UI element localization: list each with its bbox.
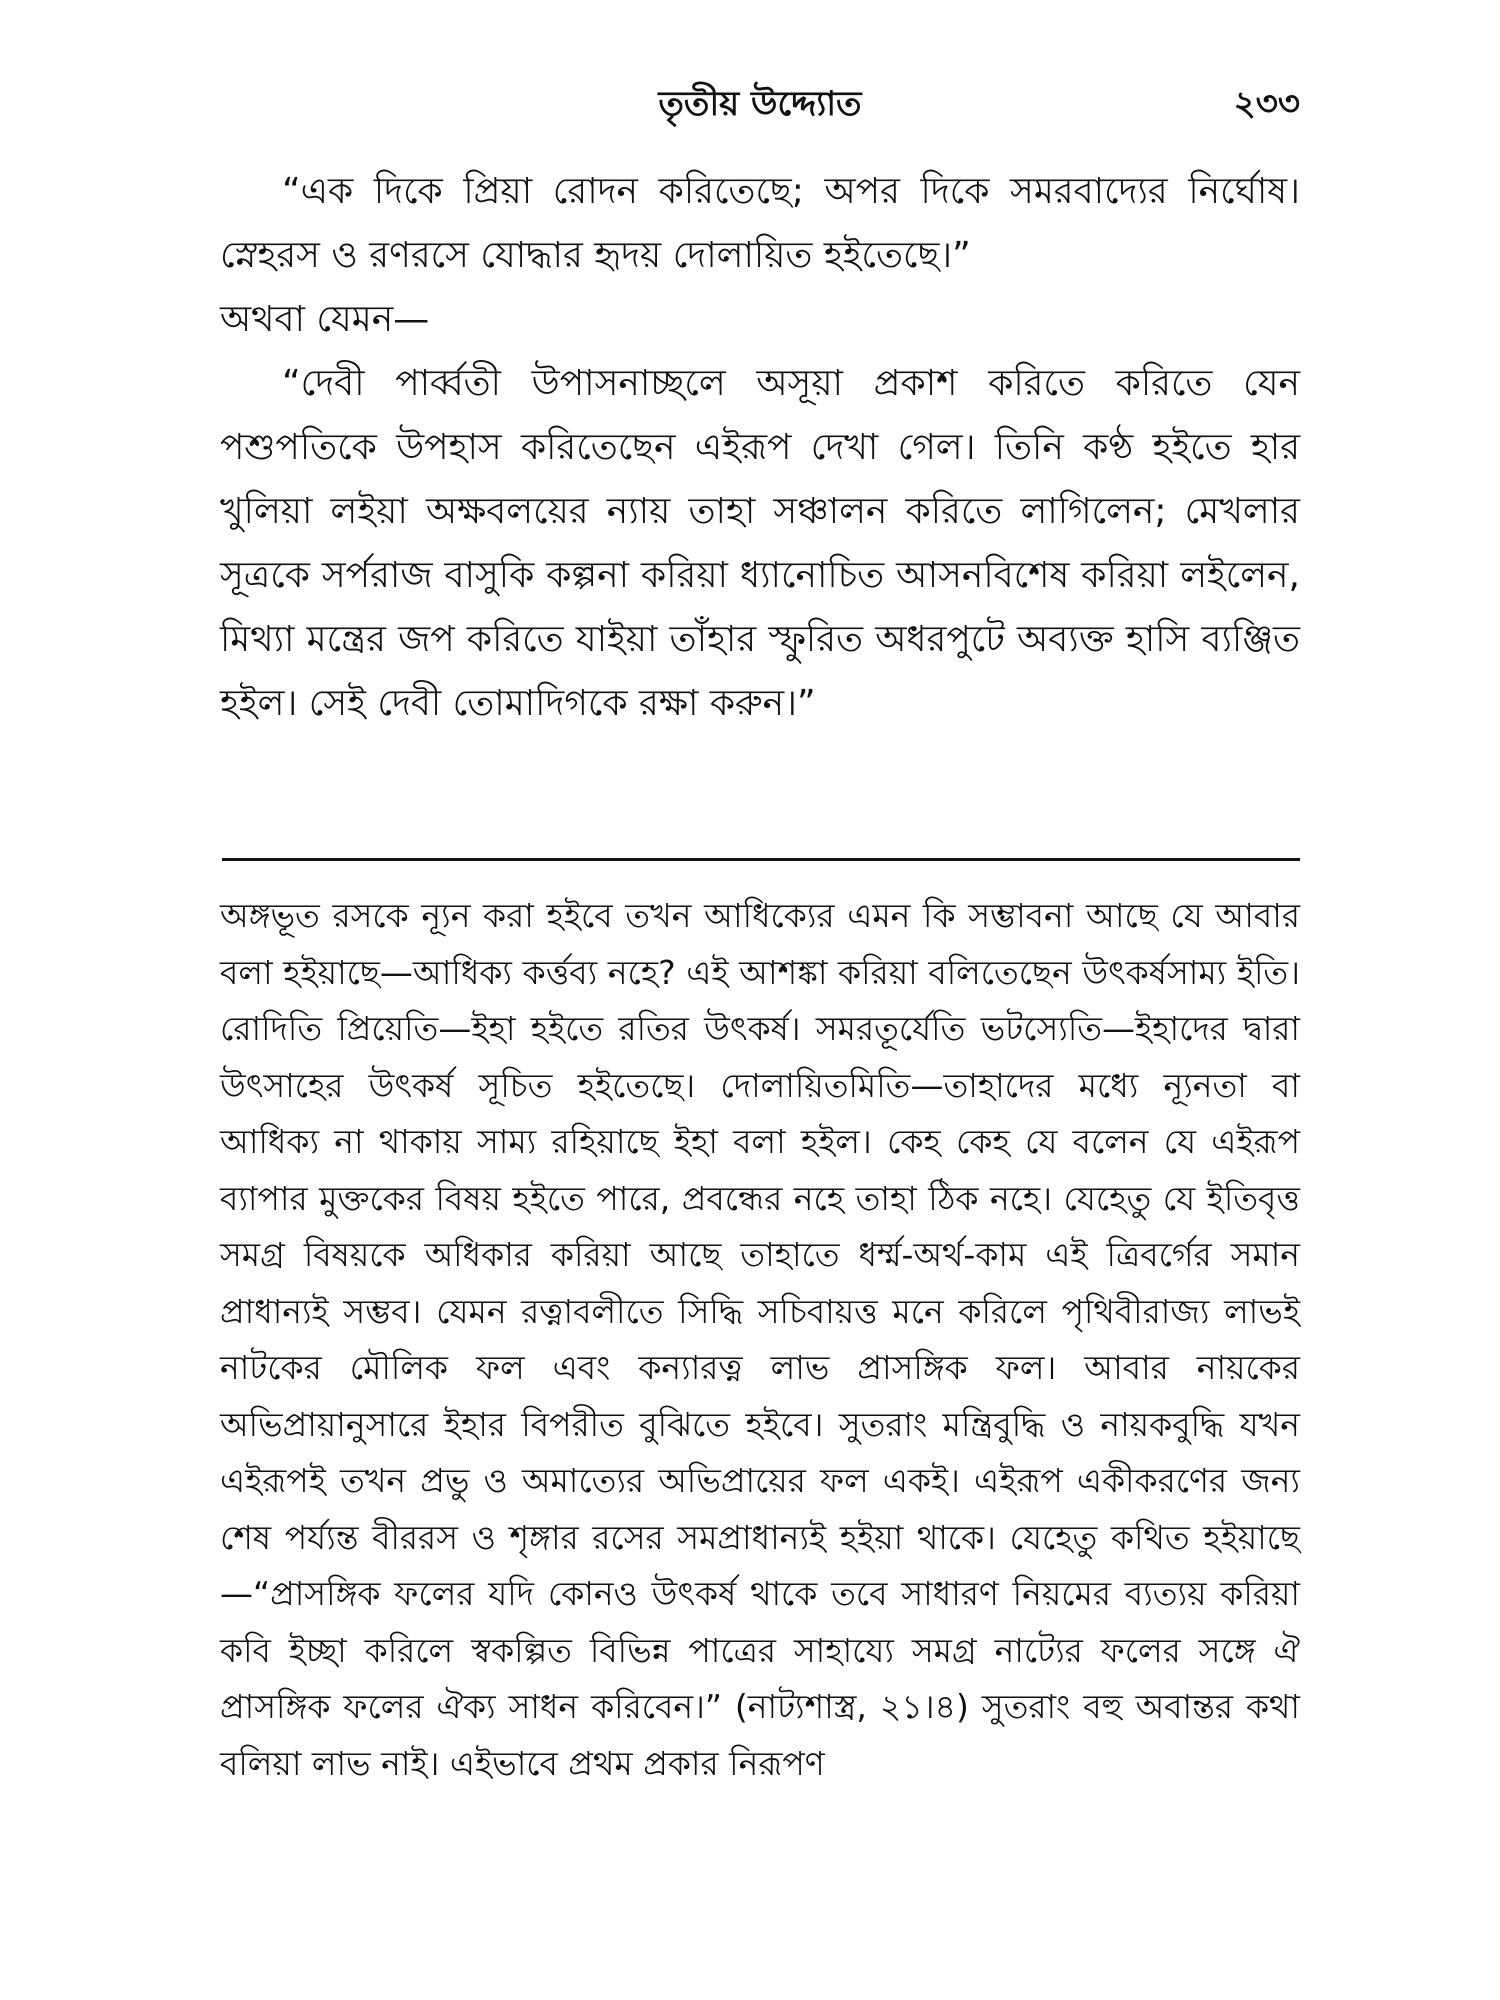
page-number: ২৩৩ <box>1233 84 1300 124</box>
page-header <box>220 78 1300 138</box>
commentary-text: অঙ্গভূত রসকে ন্যূন করা হইবে তখন আধিক্যের এমন কি সম্ভাবনা আছে যে আবার বলা হইয়াছে—আধিক্য কর্ত্তব্য নহে? এই আশঙ্কা করিয়া বলিতেছেন উৎকর্ষসাম্য ইতি। রোদিতি প্রিয়েতি—ইহা হইতে রতির উৎকর্ষ। সমরতূর্যেতি ভটস্যেতি—ইহাদের দ্বারা উৎসাহের উৎকর্ষ সূচিত হইতেছে। দোলায়িতমিতি—তাহাদের মধ্যে ন্যূনতা বা আধিক্য না থাকায় সাম্য রহিয়াছে ইহা বলা হইল। কেহ কেহ যে বলেন যে এইরূপ ব্যাপার মুক্তকের বিষয় হইতে পারে, প্রবন্ধের নহে তাহা ঠিক নহে। যেহেতু যে ইতিবৃত্ত সমগ্র বিষয়কে অধিকার করিয়া আছে তাহাতে ধর্ম্ম-অর্থ-কাম এই ত্রিবর্গের সমান প্রাধান্যই সম্ভব। যেমন রত্নাবলীতে সিদ্ধি সচিবায়ত্ত মনে করিলে পৃথিবীরাজ্য লাভই নাটকের মৌলিক ফল এবং কন্যারত্ন লাভ প্রাসঙ্গিক ফল। আবার নায়কের অভিপ্রায়ানুসারে ইহার বিপরীত বুঝিতে হইবে। সুতরাং মন্ত্রিবুদ্ধি ও নায়কবুদ্ধি যখন এইরূপই তখন প্রভু ও অমাত্যের অভিপ্রায়ের ফল একই। এইরূপ একীকরণের জন্য শেষ পর্য্যন্ত বীররস ও শৃঙ্গার রসের সমপ্রাধান্যই হইয়া থাকে। যেহেতু কথিত হইয়াছে —“প্রাসঙ্গিক ফলের যদি কোনও উৎকর্ষ থাকে তবে সাধারণ নিয়মের ব্যত্যয় করিয়া কবি ইচ্ছা করিলে স্বকল্পিত বিভিন্ন পাত্রের সাহায্যে সমগ্র নাট্যের ফলের সঙ্গে ঐ প্রাসঙ্গিক ফলের ঐক্য সাধন করিবেন।” (নাট্যশাস্ত্র, ২১।৪) সুতরাং বহু অবান্তর কথা বলিয়া লাভ নাই। এইভাবে প্রথম প্রকার নিরূপণ <box>220 896 1300 1783</box>
verse-1-text: “এক দিকে প্রিয়া রোদন করিতেছে; অপর দিকে সমরবাদ্যের নির্ঘোষ। স্নেহরস ও রণরসে যোদ্ধার হৃদয় দোলায়িত হইতেছে।” <box>220 171 1300 276</box>
commentary-block <box>220 888 1300 1792</box>
running-title: তৃতীয় উদ্দ্যোত <box>658 84 862 124</box>
connector-line <box>220 288 1300 352</box>
section-divider <box>222 858 1300 861</box>
quoted-verse-2 <box>220 352 1300 736</box>
connector-text: অথবা যেমন— <box>220 299 430 340</box>
quoted-verse-1 <box>220 160 1300 288</box>
verse-2-text: “দেবী পার্ব্বতী উপাসনাচ্ছলে অসূয়া প্রকাশ করিতে করিতে যেন পশুপতিকে উপহাস করিতেছেন এইরূপ দেখা গেল। তিনি কণ্ঠ হইতে হার খুলিয়া লইয়া অক্ষবলয়ের ন্যায় তাহা সঞ্চালন করিতে লাগিলেন; মেখলার সূত্রকে সর্পরাজ বাসুকি কল্পনা করিয়া ধ্যানোচিত আসনবিশেষ করিয়া লইলেন, মিথ্যা মন্ত্রের জপ করিতে যাইয়া তাঁহার স্ফুরিত অধরপুটে অব্যক্ত হাসি ব্যঞ্জিত হইল। সেই দেবী তোমাদিগকে রক্ষা করুন।” <box>220 363 1300 724</box>
